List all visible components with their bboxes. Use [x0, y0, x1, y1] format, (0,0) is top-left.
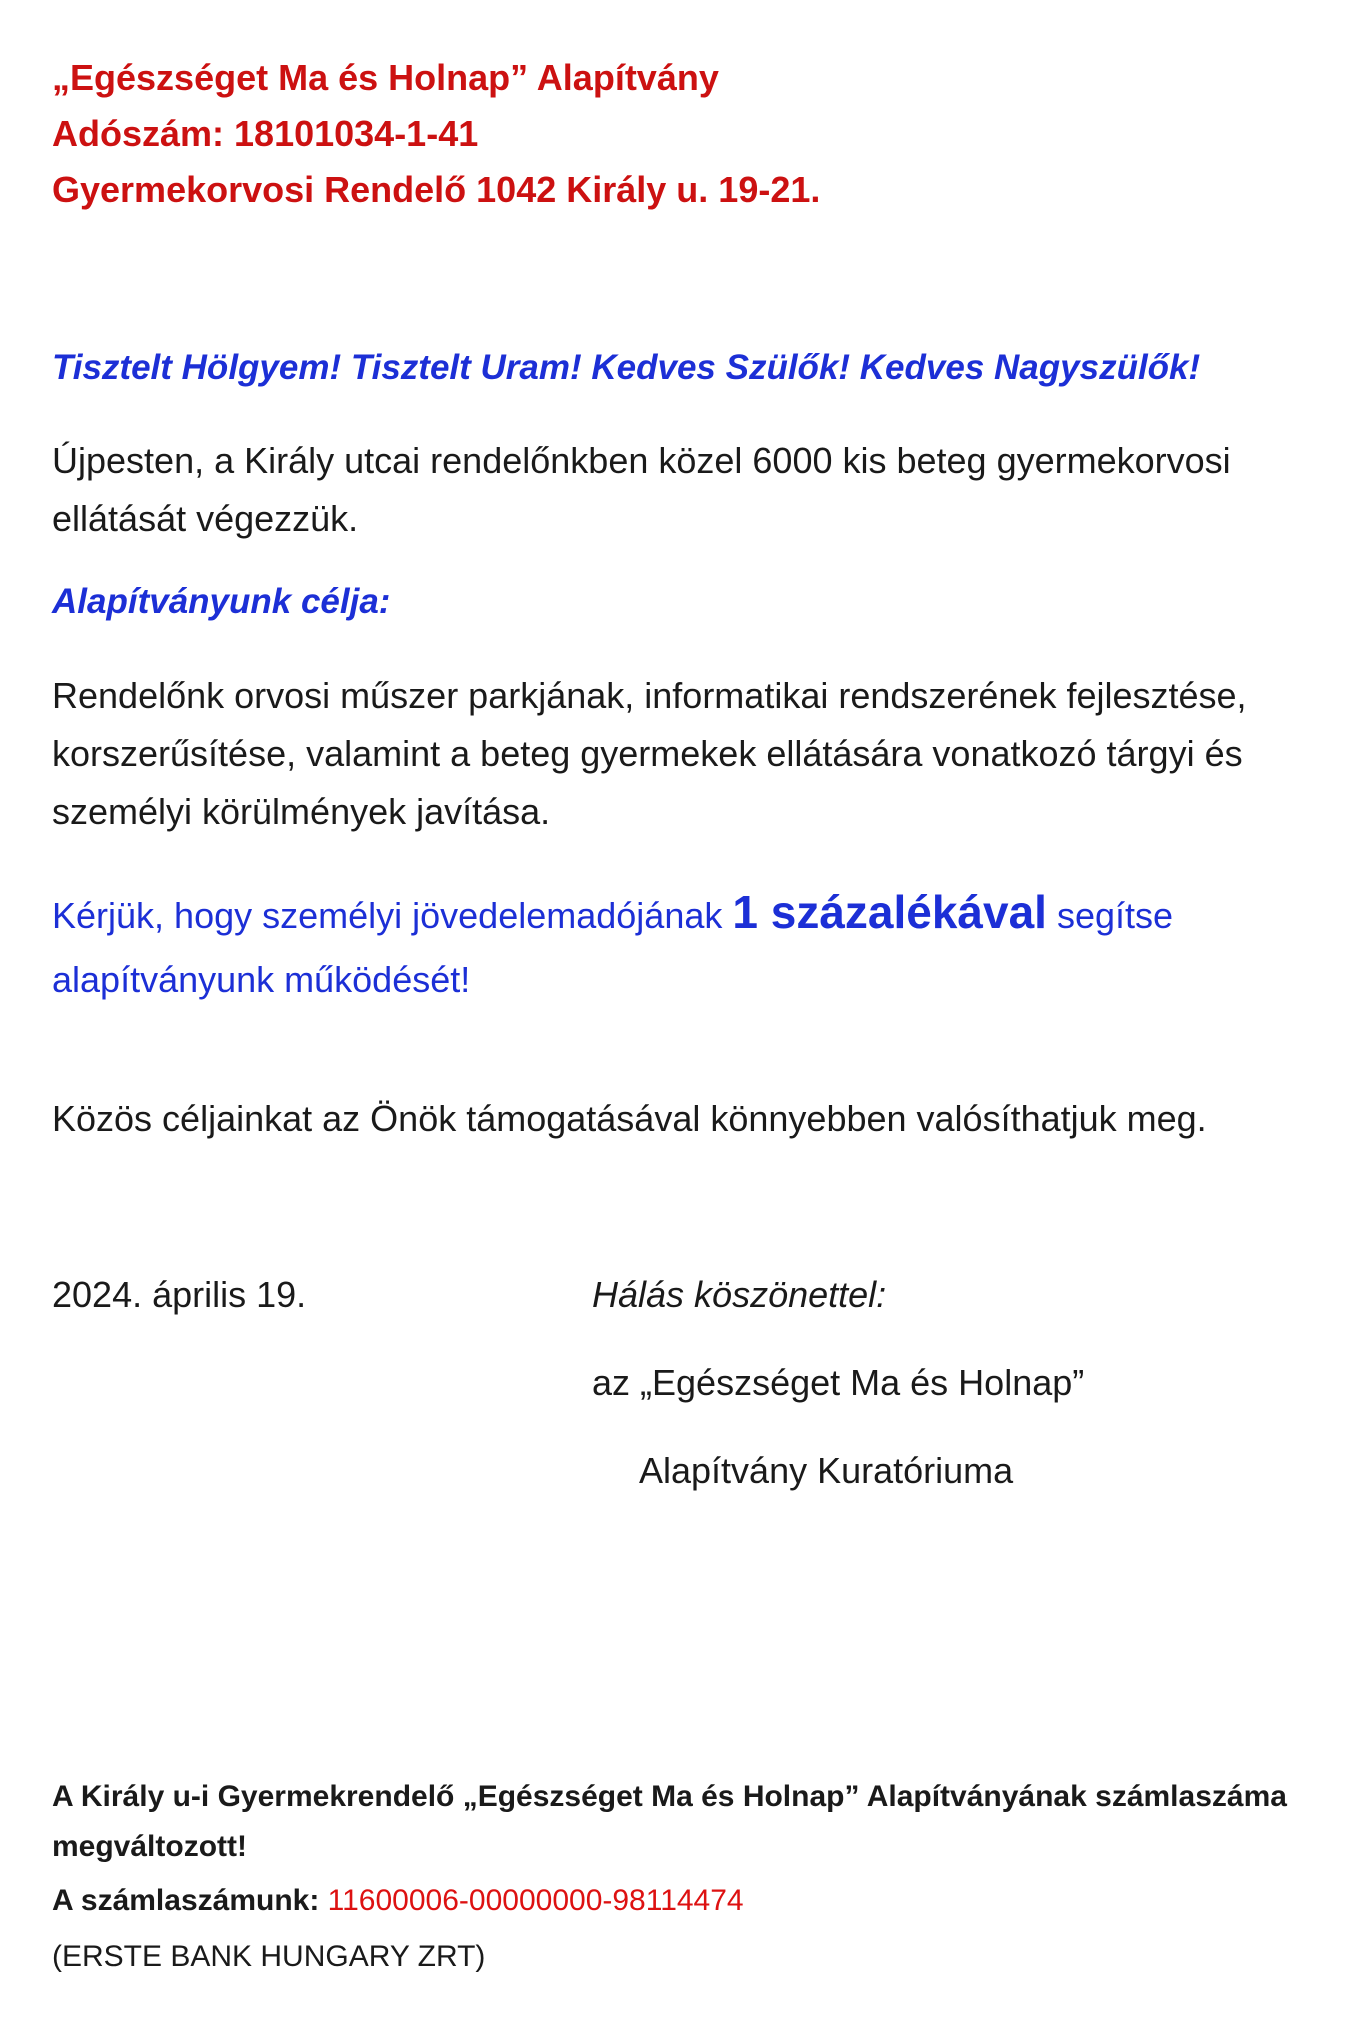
- signature-thanks: Hálás köszönettel:: [592, 1274, 887, 1315]
- letterhead: [52, 50, 820, 218]
- letter-date: 2024. április 19.: [52, 1274, 307, 1315]
- address: Gyermekorvosi Rendelő 1042 Király u. 19-21.: [52, 169, 821, 210]
- account-label: A számlaszámunk:: [52, 1884, 328, 1917]
- appeal-paragraph: [52, 880, 1292, 1012]
- closing-paragraph: Közös céljainkat az Önök támogatásával könnyebben valósíthatjuk meg.: [52, 1098, 1207, 1139]
- appeal-highlight: 1 százalékával: [732, 886, 1047, 938]
- signature-line-1: az „Egészséget Ma és Holnap”: [592, 1362, 1085, 1403]
- account-change-notice: A Király u-i Gyermekrendelő „Egészséget Ma és Holnap” Alapítványának számlaszáma megváltozott!: [52, 1780, 1287, 1863]
- bank-name: (ERSTE BANK HUNGARY ZRT): [52, 1940, 486, 1973]
- appeal-text-after: segítse alapítványunk működését!: [52, 895, 1174, 1000]
- goal-paragraph: Rendelőnk orvosi műszer parkjának, informatikai rendszerének fejlesztése, korszerűsítése, valamint a beteg gyermekek ellátására vonatkozó tárgyi és személyi körülmények javítása.: [52, 675, 1247, 832]
- intro-paragraph: Újpesten, a Király utcai rendelőnkben közel 6000 kis beteg gyermekorvosi ellátását végezzük.: [52, 440, 1231, 539]
- greeting: Tisztelt Hölgyem! Tisztelt Uram! Kedves Szülők! Kedves Nagyszülők!: [52, 348, 1201, 387]
- account-number: 11600006-00000000-98114474: [327, 1884, 744, 1917]
- signature-line-2: Alapítvány Kuratóriuma: [639, 1450, 1014, 1491]
- account-line: [52, 1884, 744, 1918]
- appeal-text-before: Kérjük, hogy személyi jövedelemadójának: [52, 895, 733, 936]
- tax-number: Adószám: 18101034-1-41: [52, 113, 479, 154]
- foundation-name: „Egészséget Ma és Holnap” Alapítvány: [52, 57, 719, 98]
- goal-heading: Alapítványunk célja:: [52, 582, 391, 621]
